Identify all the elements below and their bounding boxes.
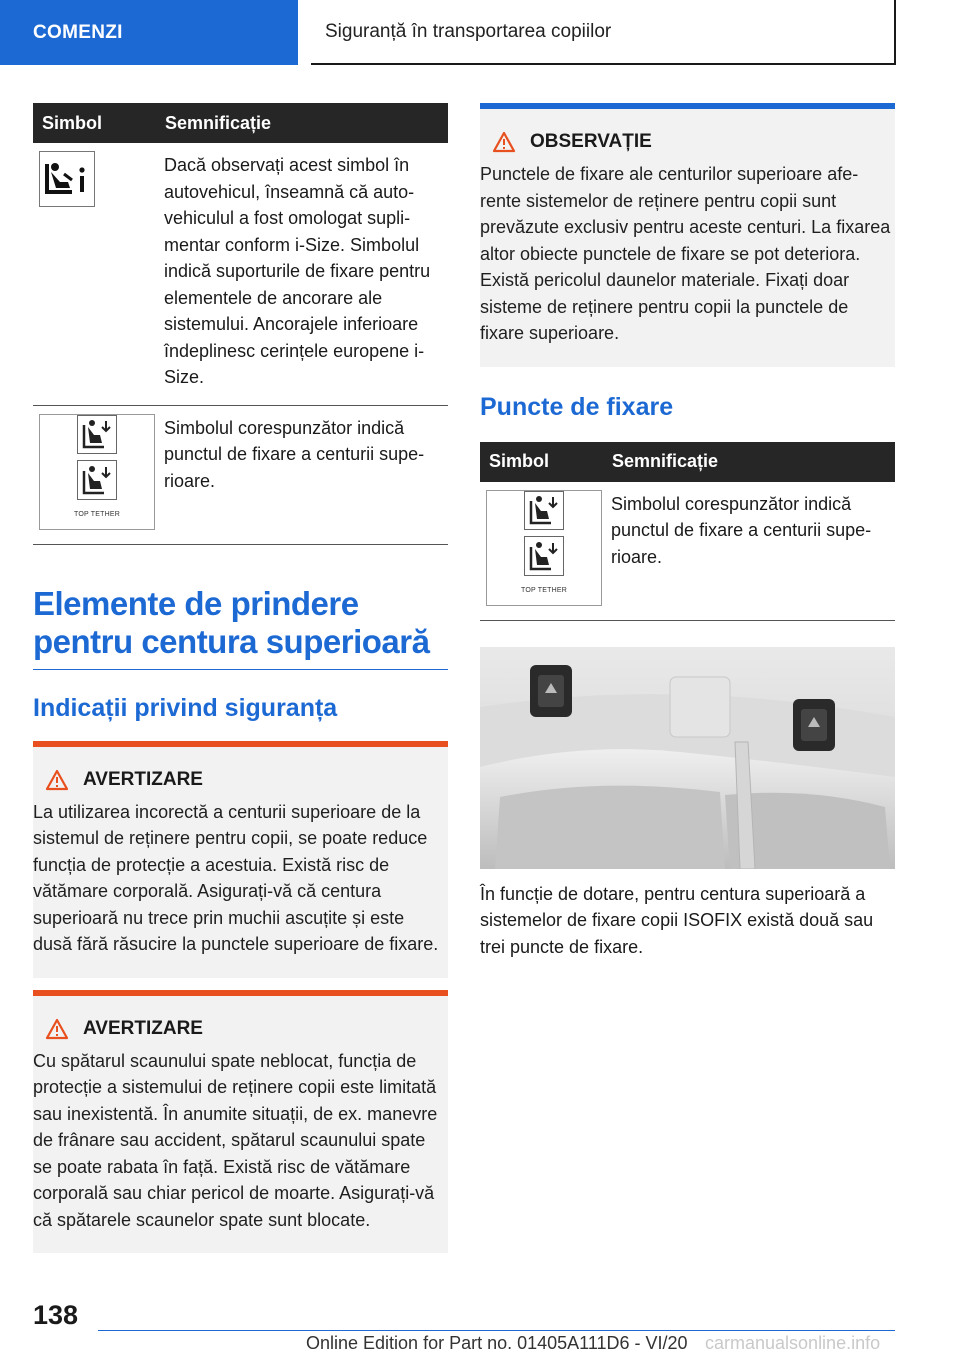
section-header (311, 0, 896, 65)
anchor-heading: Puncte de fixare (480, 392, 674, 421)
row-text: Dacă observați acest simbol în autovehicul, înseamnă că autovehiculul a fost omologat suplimentar conform i-Size. Simbolul indică suporturile de fixare pentru elementele de ancorare ale sistemului. Ancorajele inferioare îndeplinesc cerințele europene i-Size. (156, 143, 448, 405)
chapter-tab (0, 0, 298, 65)
warning-triangle-icon (45, 1018, 69, 1040)
notice-text: Punctele de fixare ale centurilor superioare aferente sistemelor de reținere pentru copii sunt prevăzute exclusiv pentru aceste centuri. La fixarea altor obiecte punctele de fixare se pot deteriora. Există pericolul daunelor materiale. Fixați doar sisteme de reținere pentru copii la punctele de fixare superioare. (480, 164, 891, 343)
top-tether-icon-box (39, 414, 155, 530)
tether-seat-icon (524, 536, 564, 576)
page-number: 138 (33, 1300, 79, 1330)
warning-title: AVERTIZARE (83, 1017, 203, 1039)
top-tether-icon-box (486, 490, 602, 606)
notice-box (480, 103, 895, 367)
rear-seat-anchor-photo (480, 647, 895, 869)
row-text: Simbolul corespunzător indică punctul de fixare a centurii superioare. (156, 405, 448, 544)
col-header-meaning: Semnificație (156, 103, 448, 143)
footer-rule (98, 1330, 895, 1331)
col-header-symbol: Simbol (480, 442, 603, 482)
right-column (480, 103, 895, 960)
warning-triangle-icon (45, 769, 69, 791)
warning-triangle-icon (492, 131, 516, 153)
tether-seat-icon (77, 460, 117, 500)
warning-title: AVERTIZARE (83, 768, 203, 790)
col-header-meaning: Semnificație (603, 442, 895, 482)
child-seat-isize-icon (39, 151, 95, 207)
edition-text: Online Edition for Part no. 01405A111D6 - VI/20 (306, 1333, 688, 1353)
tether-label: TOP TETHER (521, 587, 567, 594)
tether-seat-icon (77, 415, 117, 455)
table-row (33, 143, 448, 405)
warning-text: La utilizarea incorectă a centurii superioare de la sistemul de reținere pentru copii, se poate reduce funcția de protecție a acestuia. Există risc de vătămare corporală. Asigurați-vă că centura superioară nu trece prin muchii ascuțite și este dusă fără răsucire la punctele superioare de fixare. (33, 801, 439, 954)
table-header-row (33, 103, 448, 143)
table-header-row (480, 442, 895, 482)
tether-seat-icon (524, 491, 564, 531)
notice-title: OBSERVAȚIE (530, 131, 652, 152)
subsection-heading: Indicații privind siguranța (33, 693, 338, 722)
section-title: Siguranță în transportarea copiilor (325, 20, 612, 42)
symbol-table-anchor (480, 442, 895, 621)
row-text: Simbolul corespunzător indică punctul de fixare a centurii superioare. (603, 482, 895, 621)
watermark: carmanualsonline.info (705, 1333, 881, 1353)
chapter-title: COMENZI (33, 21, 123, 43)
table-row (480, 482, 895, 621)
warning-box (33, 990, 448, 1254)
section-heading: Elemente de prindere pentru centura superioară (33, 585, 448, 670)
col-header-symbol: Simbol (33, 103, 156, 143)
symbol-table-isize (33, 103, 448, 545)
warning-box (33, 741, 448, 978)
warning-text: Cu spătarul scaunului spate neblocat, funcția de protecție a sistemului de reținere copii este limitată sau inexistentă. În anumite situații, de ex. manevre de frânare sau accident, spătarul scaunului spate se poate rabata în față. Există risc de vătămare corporală sau chiar pericol de moarte. Asigurați-vă că spătarele scaunelor spate sunt blocate. (33, 1050, 438, 1230)
tether-label: TOP TETHER (74, 511, 120, 518)
table-row (33, 405, 448, 544)
left-column (33, 103, 448, 1253)
photo-caption: În funcție de dotare, pentru centura superioară a sistemelor de fixare copii ISOFIX există două sau trei puncte de fixare. (480, 883, 874, 957)
